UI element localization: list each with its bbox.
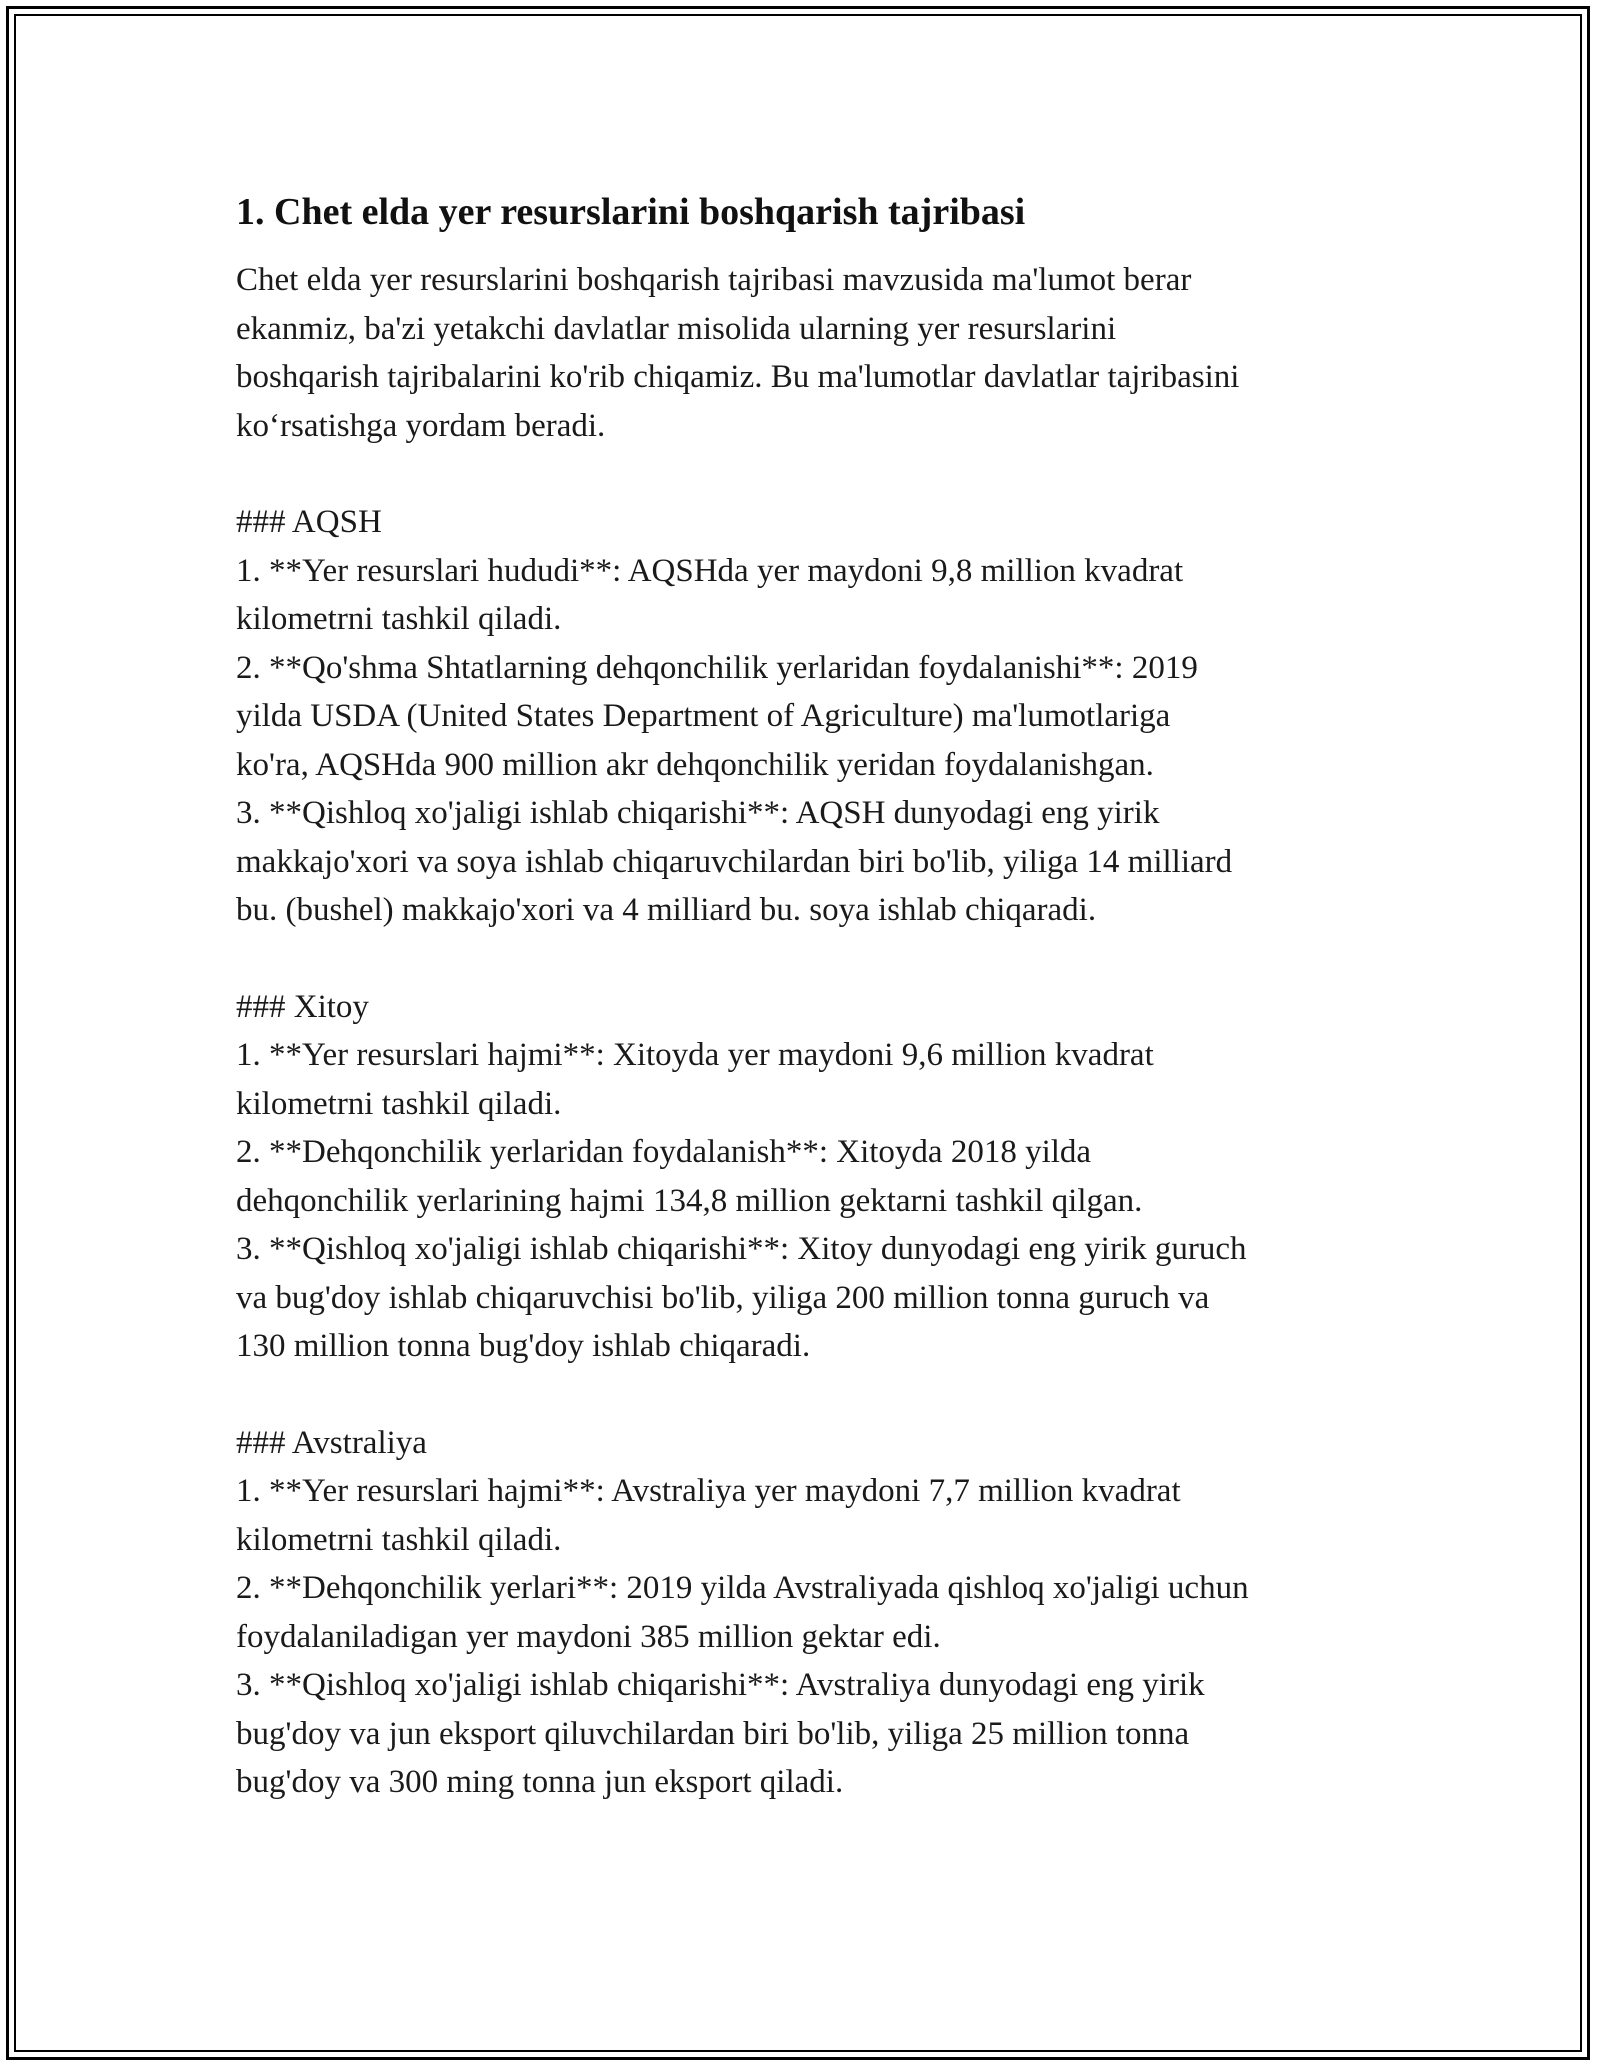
section-line: ko'ra, AQSHda 900 million akr dehqonchilik yeridan foydalanishgan. xyxy=(236,746,1154,783)
section-aqsh xyxy=(236,498,1376,935)
section-line: 2. **Qo'shma Shtatlarning dehqonchilik yerlaridan foydalanishi**: 2019 xyxy=(236,649,1198,686)
section-line: 2. **Dehqonchilik yerlari**: 2019 yilda Avstraliyada qishloq xo'jaligi uchun xyxy=(236,1570,1249,1606)
section-line: makkajo'xori va soya ishlab chiqaruvchilardan biri bo'lib, yiliga 14 milliard xyxy=(236,843,1233,880)
section-xitoy xyxy=(236,983,1376,1371)
section-line: 3. **Qishloq xo'jaligi ishlab chiqarishi**: AQSH dunyodagi eng yirik xyxy=(236,795,1160,831)
page-title: 1. Chet elda yer resurslarini boshqarish tajribasi xyxy=(236,191,1026,233)
section-line: 3. **Qishloq xo'jaligi ishlab chiqarishi**: Avstraliya dunyodagi eng yirik xyxy=(236,1667,1205,1703)
section-line: kilometrni tashkil qiladi. xyxy=(236,1521,562,1558)
section-avstraliya xyxy=(236,1419,1376,1807)
section-line: va bug'doy ishlab chiqaruvchisi bo'lib, yiliga 200 million tonna guruch va xyxy=(236,1279,1210,1316)
section-line: kilometrni tashkil qiladi. xyxy=(236,601,562,637)
intro-line: ekanmiz, ba'zi yetakchi davlatlar misolida ularning yer resurslarini xyxy=(236,310,1117,347)
section-line: 1. **Yer resurslari hududi**: AQSHda yer maydoni 9,8 million kvadrat xyxy=(236,552,1184,589)
intro-paragraph xyxy=(236,256,1376,450)
section-line: dehqonchilik yerlarining hajmi 134,8 million gektarni tashkil qilgan. xyxy=(236,1182,1143,1219)
intro-line: ko‘rsatishga yordam beradi. xyxy=(236,407,606,444)
section-line: 1. **Yer resurslari hajmi**: Xitoyda yer maydoni 9,6 million kvadrat xyxy=(236,1037,1154,1073)
section-line: bug'doy va 300 ming tonna jun eksport qiladi. xyxy=(236,1764,844,1800)
intro-line: Chet elda yer resurslarini boshqarish tajribasi mavzusida ma'lumot berar xyxy=(236,262,1192,298)
section-heading: ### Avstraliya xyxy=(236,1424,427,1461)
section-line: 3. **Qishloq xo'jaligi ishlab chiqarishi**: Xitoy dunyodagi eng yirik guruch xyxy=(236,1231,1247,1267)
section-heading: ### AQSH xyxy=(236,504,382,540)
section-line: kilometrni tashkil qiladi. xyxy=(236,1085,562,1122)
section-line: foydalaniladigan yer maydoni 385 million gektar edi. xyxy=(236,1618,941,1655)
section-line: 130 million tonna bug'doy ishlab chiqaradi. xyxy=(236,1328,811,1364)
intro-line: boshqarish tajribalarini ko'rib chiqamiz. Bu ma'lumotlar davlatlar tajribasini xyxy=(236,359,1240,395)
document-body xyxy=(236,188,1376,1855)
section-line: 2. **Dehqonchilik yerlaridan foydalanish**: Xitoyda 2018 yilda xyxy=(236,1134,1092,1170)
section-heading: ### Xitoy xyxy=(236,988,369,1025)
section-line: 1. **Yer resurslari hajmi**: Avstraliya yer maydoni 7,7 million kvadrat xyxy=(236,1473,1181,1509)
section-line: yilda USDA (United States Department of Agriculture) ma'lumotlariga xyxy=(236,698,1171,734)
section-line: bug'doy va jun eksport qiluvchilardan biri bo'lib, yiliga 25 million tonna xyxy=(236,1715,1190,1752)
section-line: bu. (bushel) makkajo'xori va 4 milliard bu. soya ishlab chiqaradi. xyxy=(236,892,1097,928)
